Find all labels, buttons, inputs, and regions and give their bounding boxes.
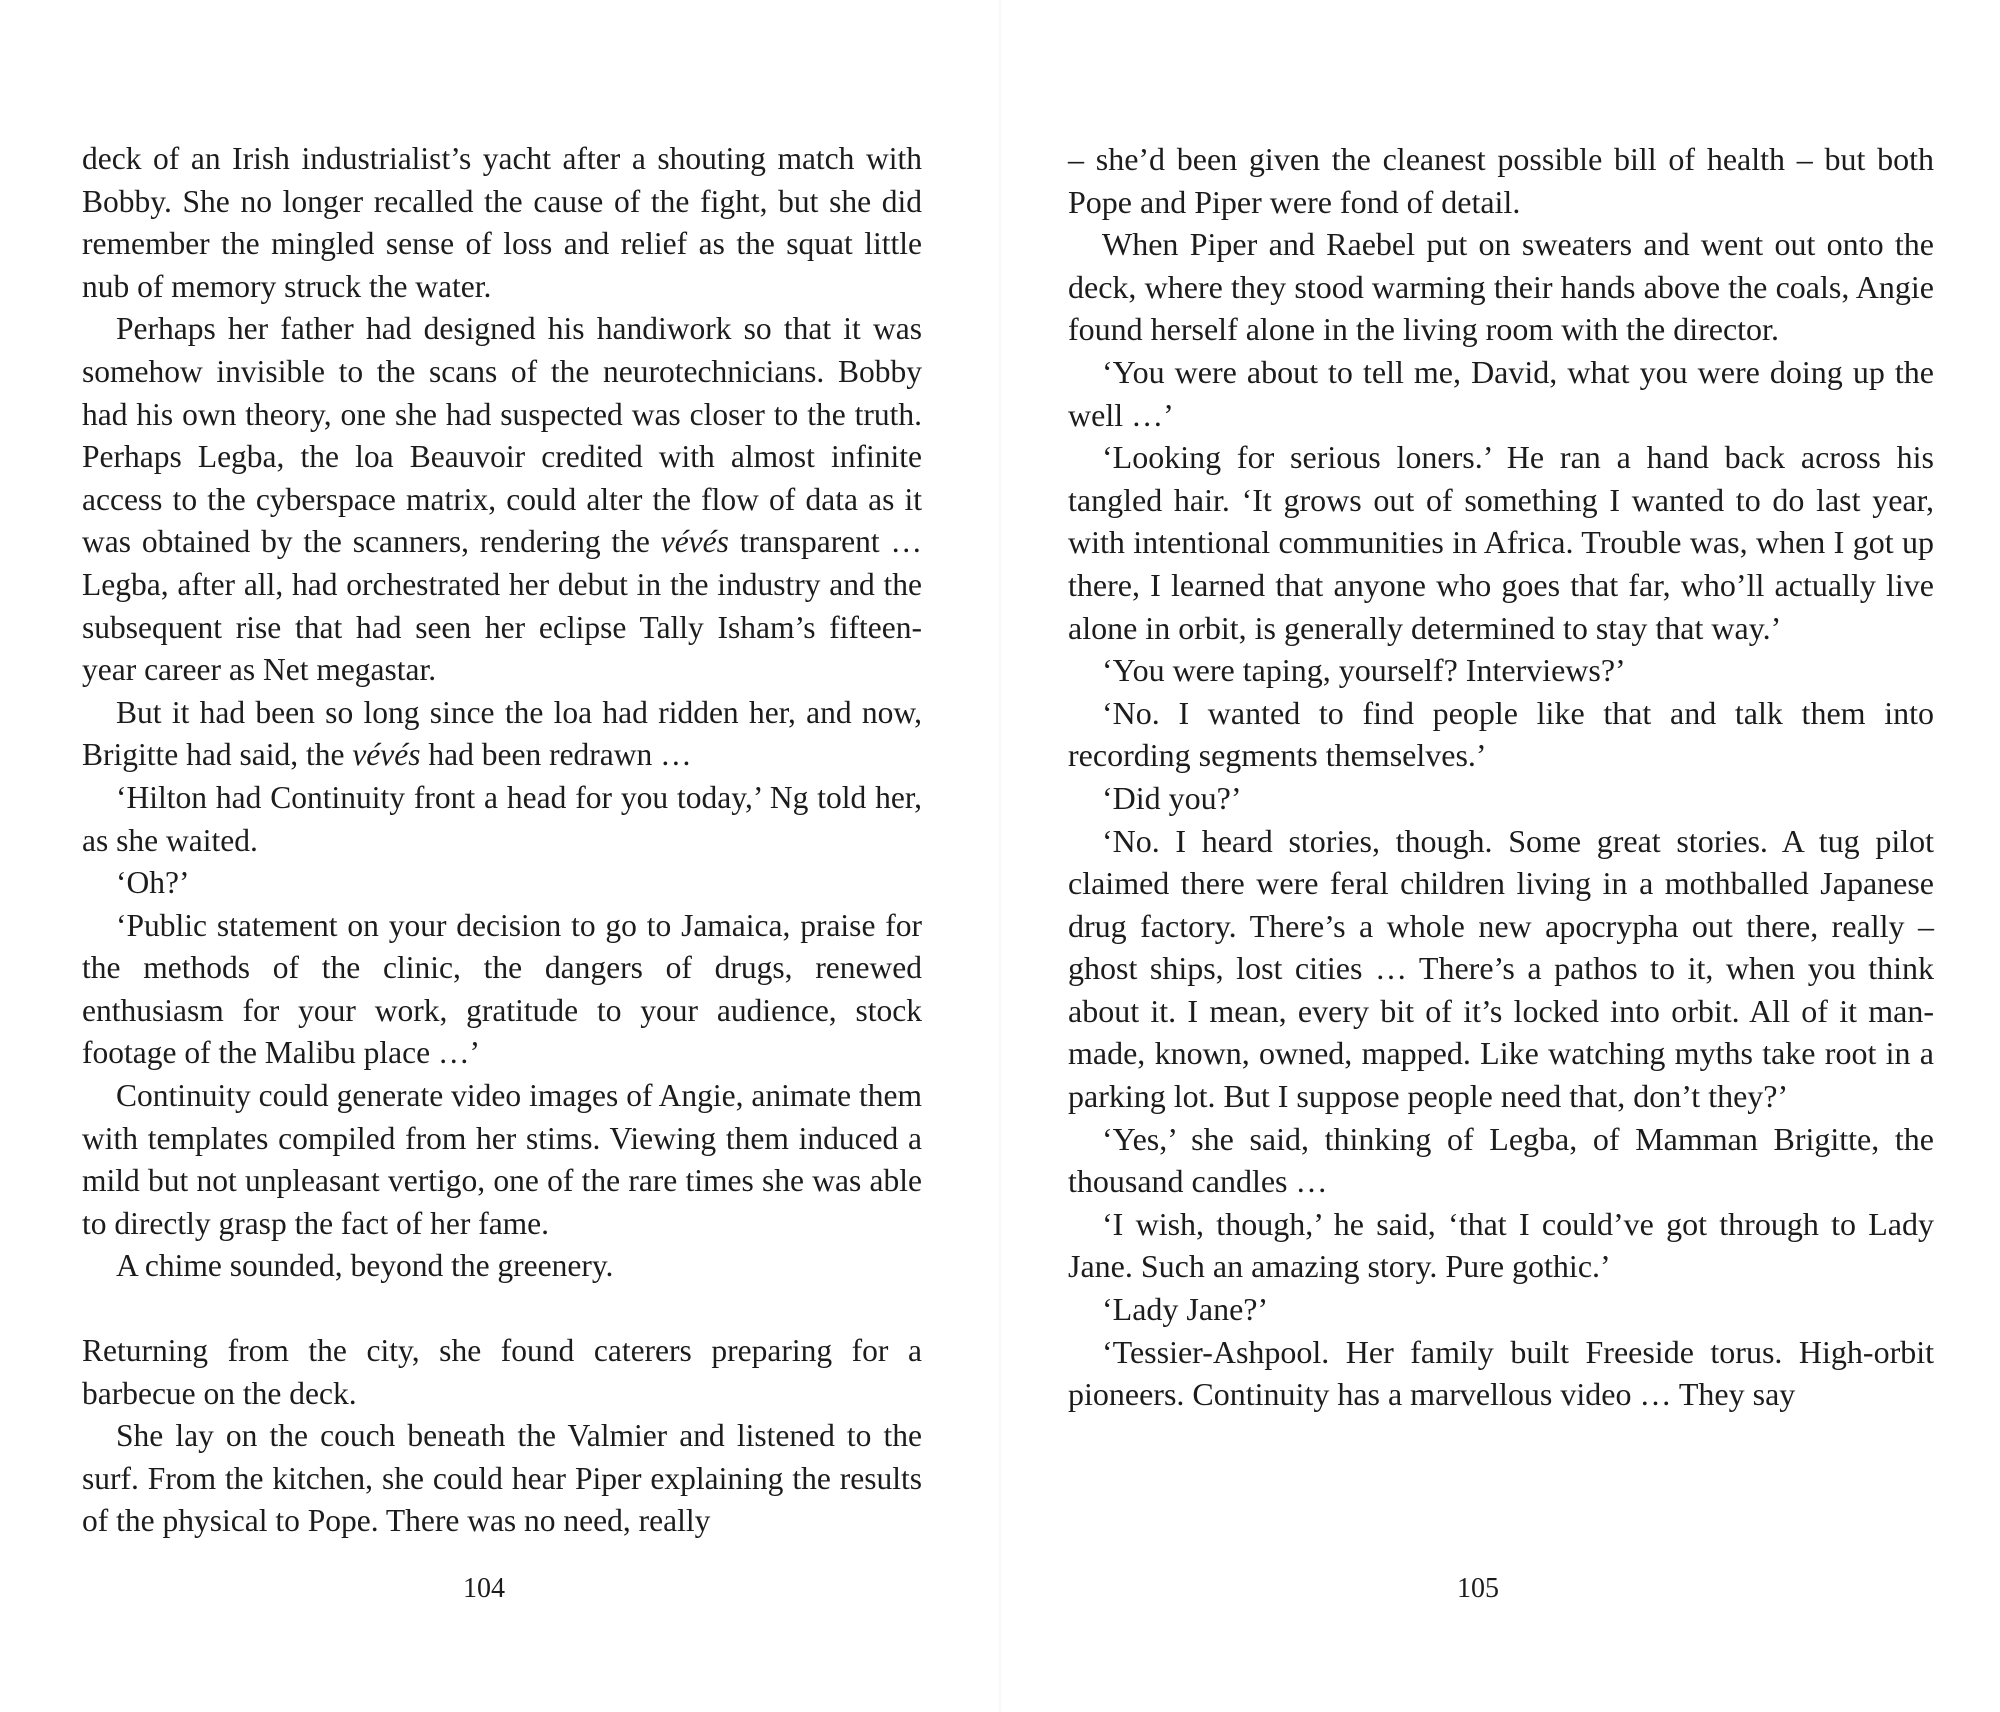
- italic-text: vévés: [660, 524, 729, 560]
- paragraph: [82, 777, 922, 862]
- text-run: ‘Public statement on your decision to go to Jamaica, praise for the methods of the clinic, the dangers of drugs, renewed enthusiasm for your work, gratitude to your audience, stock footage of the Malibu place …’: [82, 907, 922, 1071]
- right-page: [1068, 138, 1934, 1416]
- text-run: ‘No. I wanted to find people like that and talk them into recording segments themselves.’: [1068, 694, 1934, 774]
- text-run: When Piper and Raebel put on sweaters and went out onto the deck, where they stood warming their hands above the coals, Angie found herself alone in the living room with the director.: [1068, 226, 1934, 348]
- paragraph: [82, 308, 922, 691]
- paragraph: [82, 862, 922, 905]
- paragraph: [82, 1075, 922, 1245]
- left-page: [82, 138, 922, 1543]
- paragraph: [1068, 649, 1934, 692]
- text-run: ‘Tessier-Ashpool. Her family built Freeside torus. High-orbit pioneers. Continuity has a marvellous video … They say: [1068, 1333, 1934, 1413]
- text-run: A chime sounded, beyond the greenery.: [116, 1248, 614, 1284]
- text-run: transparent … Legba, after all, had orchestrated her debut in the industry and the subsequent rise that had seen her eclipse Tally Isham’s fifteen-year career as Net megastar.: [82, 524, 922, 688]
- text-run: ‘You were about to tell me, David, what you were doing up the well …’: [1068, 353, 1934, 433]
- paragraph: [1068, 1288, 1934, 1331]
- text-run: ‘Yes,’ she said, thinking of Legba, of Mamman Brigitte, the thousand candles …: [1068, 1120, 1934, 1200]
- text-run: Continuity could generate video images of Angie, animate them with templates compiled from her stims. Viewing them induced a mild but not unpleasant vertigo, one of the rare times she was able to directly grasp the fact of her fame.: [82, 1078, 922, 1241]
- text-run: She lay on the couch beneath the Valmier and listened to the surf. From the kitchen, she could hear Piper explaining the results of the physical to Pope. There was no need, really: [82, 1418, 922, 1539]
- paragraph: [82, 692, 922, 777]
- text-run: ‘Oh?’: [116, 865, 190, 901]
- paragraph: [1068, 223, 1934, 351]
- paragraph: [1068, 820, 1934, 1118]
- text-run: But it had been so long since the loa had ridden her, and now, Brigitte had said, the: [82, 694, 922, 773]
- paragraph: [1068, 1203, 1934, 1288]
- text-run: ‘I wish, though,’ he said, ‘that I could’ve got through to Lady Jane. Such an amazing story. Pure gothic.’: [1068, 1205, 1934, 1285]
- paragraph: [82, 1245, 922, 1288]
- text-run: Returning from the city, she found caterers preparing for a barbecue on the deck.: [82, 1333, 922, 1411]
- text-run: Perhaps her father had designed his handiwork so that it was somehow invisible to the scans of the neurotechnicians. Bobby had his own theory, one she had suspected was closer to the truth. Perhaps Legba, the loa Beauvoir credited with almost infinite access to the cyberspace matrix, could alter the flow of data as it was obtained by the scanners, rendering the: [82, 311, 922, 560]
- paragraph: [1068, 351, 1934, 436]
- paragraph: [1068, 138, 1934, 223]
- paragraph: [82, 1415, 922, 1543]
- paragraph: [1068, 777, 1934, 820]
- text-run: ‘Looking for serious loners.’ He ran a hand back across his tangled hair. ‘It grows out of something I wanted to do last year, with intentional communities in Africa. Trouble was, when I got up there, I learned that anyone who goes that far, who’ll actually live alone in orbit, is generally determined to stay that way.’: [1068, 439, 1934, 646]
- text-run: ‘No. I heard stories, though. Some great stories. A tug pilot claimed there were feral children living in a mothballed Japanese drug factory. There’s a whole new apocrypha out there, really – ghost ships, lost cities … There’s a pathos to it, when you think about it. I mean, every bit of it’s locked into orbit. All of it man-made, known, owned, mapped. Like watching myths take root in a parking lot. But I suppose people need that, don’t they?’: [1068, 822, 1934, 1115]
- text-run: had been redrawn …: [420, 737, 692, 773]
- text-run: deck of an Irish industrialist’s yacht after a shouting match with Bobby. She no longer recalled the cause of the fight, but she did remember the mingled sense of loss and relief as the squat little nub of memory struck the water.: [82, 141, 922, 304]
- paragraph: [1068, 1331, 1934, 1416]
- paragraph: [1068, 692, 1934, 777]
- text-run: ‘You were taping, yourself? Interviews?’: [1102, 652, 1626, 689]
- text-run: ‘Hilton had Continuity front a head for you today,’ Ng told her, as she waited.: [82, 779, 922, 858]
- page-number-right: 105: [1457, 1573, 1499, 1604]
- paragraph: [82, 1330, 922, 1415]
- text-run: ‘Did you?’: [1102, 779, 1242, 816]
- paragraph: [82, 138, 922, 308]
- page-number-left: 104: [463, 1573, 505, 1604]
- paragraph: [1068, 1118, 1934, 1203]
- paragraph: [1068, 436, 1934, 649]
- book-gutter: [998, 0, 1002, 1712]
- text-run: – she’d been given the cleanest possible bill of health – but both Pope and Piper were fond of detail.: [1068, 141, 1934, 220]
- text-run: ‘Lady Jane?’: [1102, 1291, 1269, 1328]
- italic-text: vévés: [352, 737, 421, 773]
- paragraph: [82, 905, 922, 1075]
